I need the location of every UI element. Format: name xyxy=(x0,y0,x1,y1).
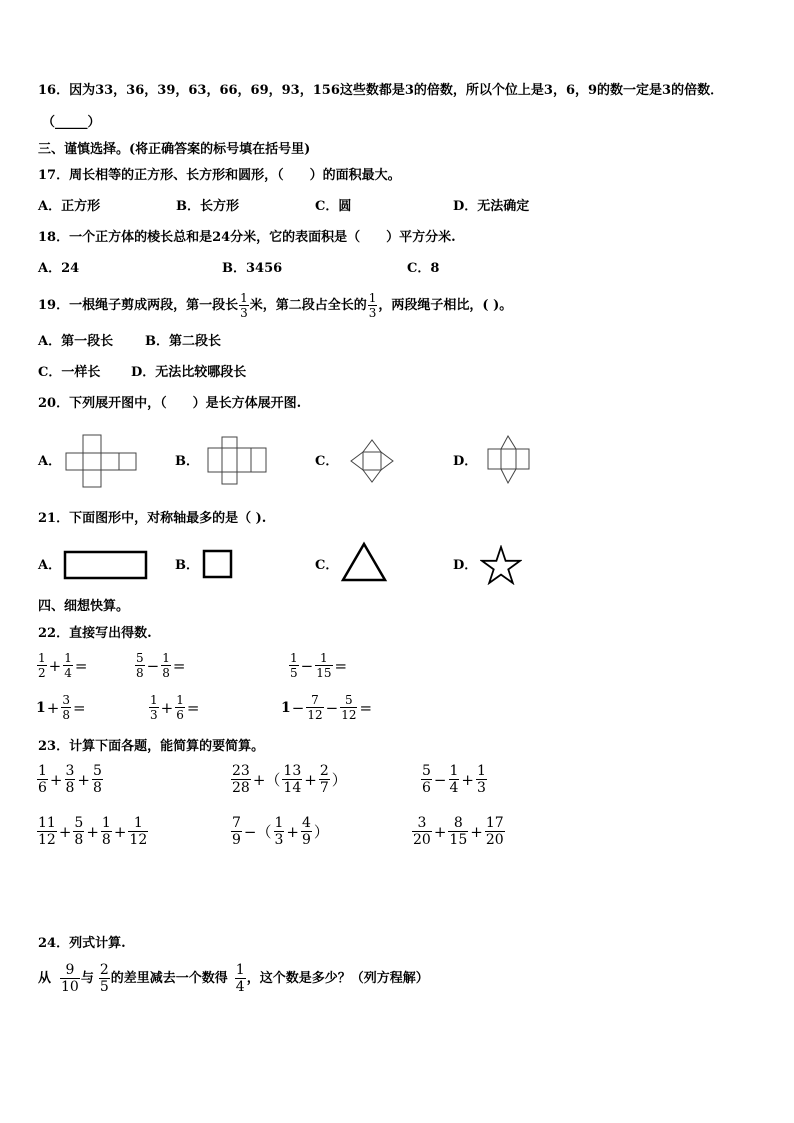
q21-triangle-shape[interactable] xyxy=(340,541,388,583)
operator: + xyxy=(46,698,60,717)
q21-stem: 21．下面图形中，对称轴最多的是（ ). xyxy=(38,511,267,526)
q19-option-d[interactable]: D．无法比较哪段长 xyxy=(131,365,247,380)
operator: − xyxy=(300,656,314,675)
q20-option-c-label[interactable]: C． xyxy=(315,454,339,469)
q24-fraction-two-fifths: 2 5 xyxy=(99,962,109,995)
equals-sign: = xyxy=(74,656,88,675)
q19-option-a[interactable]: A．第一段长 xyxy=(38,334,114,349)
q17-option-c[interactable]: C．圆 xyxy=(315,199,352,214)
fraction: 1 6 xyxy=(38,763,47,796)
q21-star-shape[interactable] xyxy=(480,545,522,585)
q19-fraction-first-length: 1 3 xyxy=(240,291,248,320)
q24-text-middle: 的差里减去一个数得 xyxy=(110,971,228,986)
operator: −（ xyxy=(243,823,272,841)
fraction: $\frac{2}{7}$ xyxy=(319,763,329,796)
fraction: $\frac{1}{12}$ xyxy=(129,815,148,848)
equals-sign: = xyxy=(72,698,86,717)
q24-text-from: 从 xyxy=(38,971,52,986)
equals-sign: = xyxy=(186,698,200,717)
fraction: 7 9 xyxy=(232,815,241,848)
fraction: $\frac{1}{4}$ xyxy=(64,651,72,680)
q17-option-d[interactable]: D．无法确定 xyxy=(453,199,530,214)
operator: +（ xyxy=(252,771,281,789)
fraction: 23 28 xyxy=(232,763,250,796)
fraction: $\frac{5}{12}$ xyxy=(341,693,357,722)
operator: + xyxy=(58,822,72,841)
whole-number: 1 xyxy=(36,699,46,716)
q17-stem: 17．周长相等的正方形、长方形和圆形，（ ）的面积最大。 xyxy=(38,168,401,183)
q23-expression-4 xyxy=(36,816,149,847)
section-3-heading: 三、谨慎选择。(将正确答案的标号填在括号里) xyxy=(38,142,311,157)
operator: + xyxy=(77,770,90,789)
q22-expression-2 xyxy=(134,652,186,679)
fraction: $\frac{1}{8}$ xyxy=(162,651,170,680)
q23-title: 23．计算下面各题，能简算的要简算。 xyxy=(38,739,265,754)
operator: + xyxy=(304,770,317,789)
fraction: 3 20 xyxy=(413,815,431,848)
q18-option-c[interactable]: C．8 xyxy=(407,261,440,276)
fraction: 1 3 xyxy=(150,693,158,722)
close-paren: ） xyxy=(313,823,329,841)
q21-square-shape[interactable] xyxy=(202,549,234,579)
operator: + xyxy=(113,822,127,841)
q20-net-d-figure[interactable] xyxy=(486,434,532,486)
q24-stem xyxy=(38,963,429,994)
operator: + xyxy=(286,822,299,841)
fraction: $\frac{1}{8}$ xyxy=(101,815,111,848)
q23-expression-1 xyxy=(36,764,104,795)
equals-sign: = xyxy=(359,698,373,717)
q22-expression-4 xyxy=(36,694,87,721)
q19-stem-part-b: 米，第二段占全长的 xyxy=(249,298,367,313)
operator: + xyxy=(461,770,474,789)
q20-option-d-label[interactable]: D． xyxy=(453,454,478,469)
close-paren: ） xyxy=(331,771,347,789)
q20-net-a-figure[interactable] xyxy=(64,433,138,489)
q20-stem: 20．下列展开图中，（ ）是长方体展开图. xyxy=(38,396,302,411)
q22-expression-5 xyxy=(148,694,200,721)
fraction: $\frac{4}{9}$ xyxy=(302,815,311,848)
fraction: 11 12 xyxy=(38,815,56,848)
fraction: 5 6 xyxy=(422,763,431,796)
fraction: $\frac{17}{20}$ xyxy=(485,815,504,848)
equals-sign: = xyxy=(334,656,348,675)
q24-fraction-one-quarter: 1 4 xyxy=(235,962,245,995)
operator: − xyxy=(146,656,160,675)
fraction: $\frac{5}{8}$ xyxy=(93,763,102,796)
q22-title: 22．直接写出得数. xyxy=(38,626,152,641)
q19-option-c[interactable]: C．一样长 xyxy=(38,365,101,380)
q24-fraction-nine-tenths: 9 10 xyxy=(61,962,79,995)
fraction: $\frac{1}{6}$ xyxy=(176,693,184,722)
q22-expression-3 xyxy=(288,652,348,679)
q20-net-b-figure[interactable] xyxy=(206,435,268,487)
q19-stem-part-a: 19．一根绳子剪成两段，第一段长 xyxy=(38,298,239,313)
q19-stem-part-c: ，两段绳子相比，( )。 xyxy=(378,298,513,313)
q20-option-a-label[interactable]: A． xyxy=(38,454,62,469)
q24-text-and: 与 xyxy=(80,971,94,986)
fraction: $\frac{8}{15}$ xyxy=(449,815,468,848)
q24-title: 24．列式计算. xyxy=(38,936,126,951)
operator: − xyxy=(325,698,339,717)
q19-fraction-second-share: 1 3 xyxy=(368,291,377,320)
q22-expression-1 xyxy=(36,652,88,679)
operator: + xyxy=(433,822,447,841)
q22-expression-6 xyxy=(281,694,373,721)
operator: + xyxy=(470,822,483,841)
q16-answer-blank[interactable]: （_____） xyxy=(42,115,101,130)
q18-option-b[interactable]: B．3456 xyxy=(222,261,283,276)
q17-option-a[interactable]: A．正方形 xyxy=(38,199,101,214)
operator: − xyxy=(291,698,305,717)
operator: + xyxy=(48,656,62,675)
section-4-heading: 四、细想快算。 xyxy=(38,599,130,614)
equals-sign: = xyxy=(172,656,186,675)
q24-text-end: ，这个数是多少？（列方程解） xyxy=(246,971,429,986)
q18-option-a[interactable]: A．24 xyxy=(38,261,80,276)
fraction: 5 8 xyxy=(136,651,144,680)
q17-option-b[interactable]: B．长方形 xyxy=(176,199,239,214)
fraction: 13 14 xyxy=(283,763,302,796)
fraction: $\frac{1}{4}$ xyxy=(449,763,459,796)
fraction: $\frac{1}{15}$ xyxy=(316,651,332,680)
operator: + xyxy=(86,822,99,841)
q21-option-b-label[interactable]: B． xyxy=(175,558,199,573)
q19-stem xyxy=(38,292,512,319)
q16-text: 16．因为33，36，39，63，66，69，93，156这些数都是3的倍数，所以个位上是3，6，9的数一定是3的倍数． xyxy=(38,83,724,98)
q21-rectangle-shape[interactable] xyxy=(63,550,149,582)
fraction: 1 5 xyxy=(290,651,298,680)
operator: − xyxy=(433,770,447,789)
q23-expression-3 xyxy=(420,764,488,795)
q20-option-b-label[interactable]: B． xyxy=(175,454,199,469)
operator: + xyxy=(160,698,174,717)
q21-option-a-label[interactable]: A． xyxy=(38,558,62,573)
q21-option-d-label[interactable]: D． xyxy=(453,558,478,573)
q21-option-c-label[interactable]: C． xyxy=(315,558,339,573)
q23-expression-6 xyxy=(411,816,506,847)
fraction: $\frac{5}{8}$ xyxy=(74,815,84,848)
q23-expression-2 xyxy=(230,764,348,795)
q19-option-b[interactable]: B．第二段长 xyxy=(145,334,221,349)
fraction: $\frac{3}{8}$ xyxy=(65,763,75,796)
fraction: $\frac{1}{3}$ xyxy=(477,763,486,796)
whole-number: 1 xyxy=(281,699,291,716)
fraction: 1 2 xyxy=(38,651,46,680)
q18-stem: 18．一个正方体的棱长总和是24分米，它的表面积是（ ）平方分米. xyxy=(38,230,456,245)
q20-net-c-figure[interactable] xyxy=(349,438,395,484)
fraction: 1 3 xyxy=(274,815,284,848)
operator: + xyxy=(49,770,63,789)
q23-expression-5 xyxy=(230,816,330,847)
fraction: $\frac{7}{12}$ xyxy=(307,693,323,722)
fraction: $\frac{3}{8}$ xyxy=(62,693,70,722)
